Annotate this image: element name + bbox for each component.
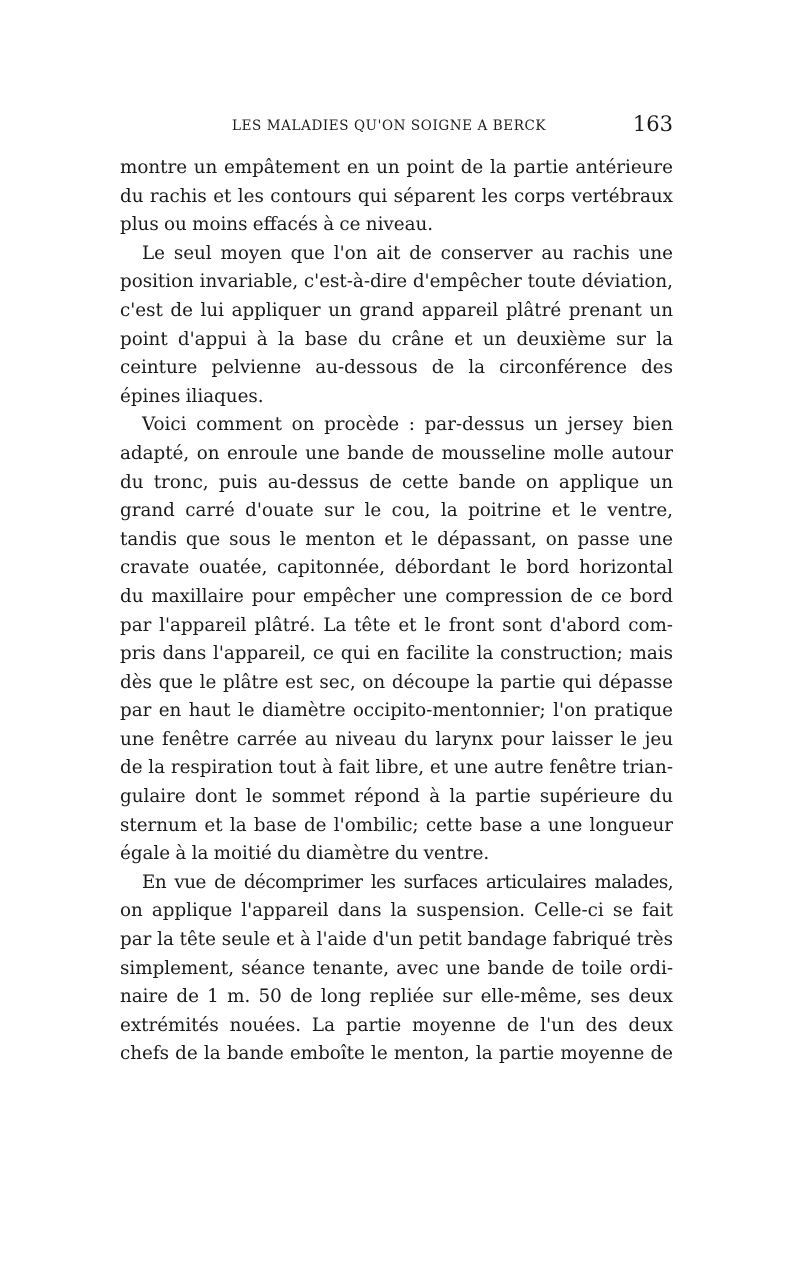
body-text <box>120 154 673 1069</box>
paragraph-4 <box>120 869 673 1069</box>
text-line: du maxillaire pour empêcher une compression de ce bord <box>120 585 673 607</box>
text-line: une fenêtre carrée au niveau du larynx pour laisser le jeu <box>120 728 673 750</box>
page-number: 163 <box>632 112 673 136</box>
text-line: montre un empâtement en un point de la partie antérieure <box>120 157 673 178</box>
text-line: grand carré d'ouate sur le cou, la poitrine et le ventre, <box>120 500 673 522</box>
running-title: LES MALADIES QU'ON SOIGNE A BERCK <box>232 118 547 134</box>
paragraph-2 <box>120 240 673 412</box>
text-line: naire de 1 m. 50 de long repliée sur elle-même, ses deux <box>120 986 673 1008</box>
text-line: pris dans l'appareil, ce qui en facilite la construction; mais <box>120 643 673 665</box>
text-line: Le seul moyen que l'on ait de conserver au rachis une <box>142 242 673 264</box>
text-line: Voici comment on procède : par-dessus un jersey bien <box>142 414 673 436</box>
text-line: extrémités nouées. La partie moyenne de l'un des deux <box>120 1014 673 1036</box>
text-line: chefs de la bande emboîte le menton, la partie moyenne de <box>120 1043 673 1065</box>
paragraph-1 <box>120 154 673 240</box>
text-line: point d'appui à la base du crâne et un deuxième sur la <box>120 328 673 350</box>
text-line: du tronc, puis au-dessus de cette bande on applique un <box>120 471 673 493</box>
text-line: dès que le plâtre est sec, on découpe la partie qui dépasse <box>120 671 673 693</box>
text-line: égale à la moitié du diamètre du ventre. <box>120 843 490 865</box>
text-line: position invariable, c'est-à-dire d'empêcher toute déviation, <box>120 271 673 293</box>
text-line: cravate ouatée, capitonnée, débordant le bord horizontal <box>120 557 673 579</box>
text-line: simplement, séance tenante, avec une bande de toile ordi- <box>120 957 673 979</box>
text-line: tandis que sous le menton et le dépassant, on passe une <box>120 528 673 550</box>
text-line: plus ou moins effacés à ce niveau. <box>120 214 434 236</box>
text-line: de la respiration tout à fait libre, et une autre fenêtre trian- <box>120 757 673 779</box>
text-line: on applique l'appareil dans la suspension. Celle-ci se fait <box>120 900 673 922</box>
text-line: par l'appareil plâtré. La tête et le front sont d'abord com- <box>120 614 673 636</box>
text-line: par en haut le diamètre occipito-mentonnier; l'on pratique <box>120 700 673 722</box>
text-line: gulaire dont le sommet répond à la partie supérieure du <box>120 786 673 808</box>
text-line: En vue de décomprimer les surfaces articulaires malades, <box>142 871 673 893</box>
paragraph-3 <box>120 411 673 869</box>
text-line: adapté, on enroule une bande de mousseline molle autour <box>120 442 673 464</box>
text-line: sternum et la base de l'ombilic; cette base a une longueur <box>120 814 673 836</box>
text-line: épines iliaques. <box>120 385 264 407</box>
text-line: par la tête seule et à l'aide d'un petit bandage fabriqué très <box>120 929 673 951</box>
text-line: ceinture pelvienne au-dessous de la circonférence des <box>120 357 673 379</box>
text-line: c'est de lui appliquer un grand appareil plâtré prenant un <box>120 299 673 321</box>
book-page <box>120 112 673 1069</box>
running-header <box>120 112 673 142</box>
text-line: du rachis et les contours qui séparent les corps vertébraux <box>120 185 673 207</box>
